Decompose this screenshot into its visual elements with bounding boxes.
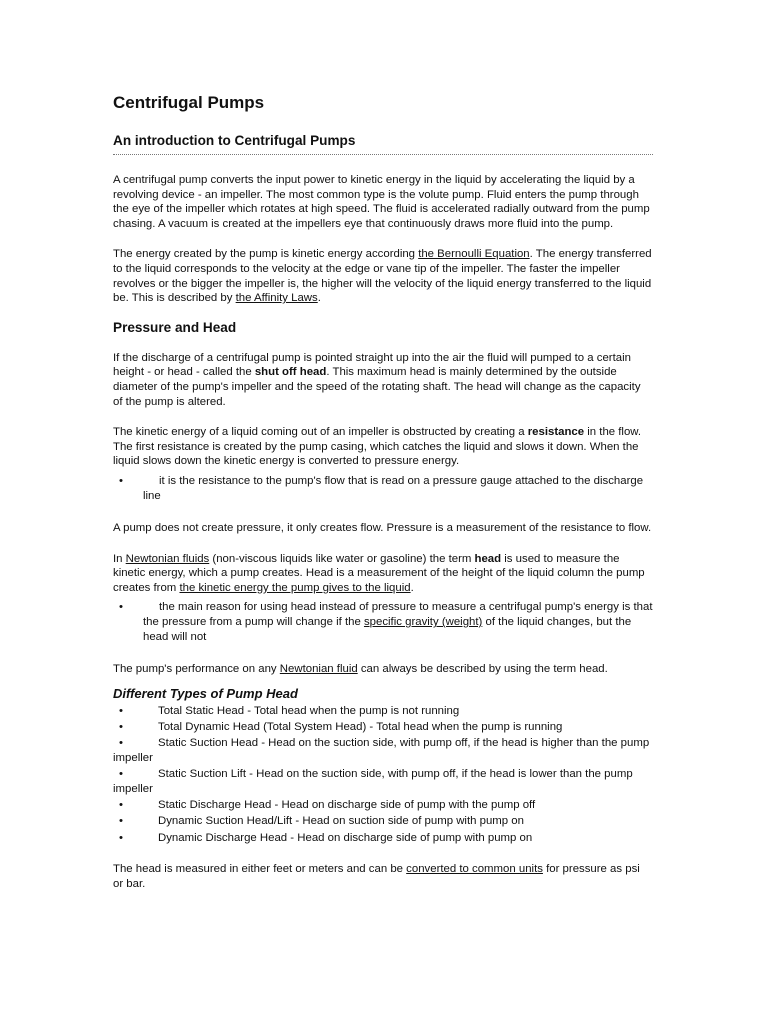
intro-paragraph-2 (113, 247, 653, 305)
link-bernoulli-equation[interactable]: the Bernoulli Equation (418, 248, 530, 261)
text: The kinetic energy of a liquid coming out of an impeller is obstructed by creating a (113, 426, 528, 439)
text: can always be described by using the term head. (357, 663, 608, 676)
section-heading-pump-head-types: Different Types of Pump Head (113, 685, 298, 701)
dotted-divider (113, 154, 653, 155)
link-newtonian-fluid[interactable]: Newtonian fluid (279, 663, 358, 676)
bullet-icon: • (119, 815, 123, 828)
list-item (113, 831, 653, 846)
list-item (113, 814, 653, 829)
pressure-paragraph-4 (113, 552, 653, 596)
list-item (113, 704, 653, 719)
list-item-text: Dynamic Discharge Head - Head on discharge side of pump with pump on (158, 831, 533, 844)
text: The head is measured in either feet or meters and can be (113, 863, 407, 876)
text: The energy created by the pump is kinetic energy according (113, 248, 419, 261)
bold-term: resistance (527, 426, 585, 439)
text: in the flow. The first resistance is created by the pump casing, which catches the liquid and slows it down. When the liquid slows down the kinetic energy is converted to pressure energy. (113, 426, 642, 468)
list-item-text: Static Discharge Head - Head on discharge side of pump with the pump off (158, 799, 536, 812)
list-item (113, 736, 653, 765)
text: The pump's performance on any (113, 663, 280, 676)
text: . The energy transferred to the liquid corresponds to the velocity at the edge or vane tip of the impeller. The faster the impeller revolves or the bigger the impeller is, the higher will the velocity of the liquid energy transferred to the liquid be. This is described by (113, 248, 652, 305)
pressure-paragraph-2 (113, 425, 653, 469)
text: In (113, 552, 126, 565)
text: for pressure as psi or bar. (113, 863, 640, 890)
pressure-paragraph-3: A pump does not create pressure, it only creates flow. Pressure is a measurement of the resistance to flow. (113, 522, 652, 535)
bullet-icon: • (119, 799, 123, 812)
bullet-icon: • (119, 768, 123, 781)
document-content (113, 92, 653, 892)
pressure-paragraph-5 (113, 662, 653, 677)
list-item-text: it is the resistance to the pump's flow that is read on a pressure gauge attached to the discharge line (143, 474, 644, 502)
bold-term: head (474, 552, 502, 565)
list-item (113, 767, 653, 796)
list-item-text: Total Static Head - Total head when the pump is not running (158, 704, 460, 717)
list-item-text: Total Dynamic Head (Total System Head) - Total head when the pump is running (158, 721, 563, 734)
bold-term: shut off head (254, 366, 327, 379)
text: (non-viscous liquids like water or gasoline) the term (209, 552, 475, 565)
bullet-icon: • (119, 601, 123, 614)
section-heading-intro: An introduction to Centrifugal Pumps (113, 133, 356, 148)
text: If the discharge of a centrifugal pump is pointed straight up into the air the fluid will pumped to a certain height - or head - called the (113, 351, 631, 379)
link-affinity-laws[interactable]: the Affinity Laws (235, 292, 318, 305)
intro-paragraph-1: A centrifugal pump converts the input power to kinetic energy in the liquid by accelerating the liquid by a revolving device - an impeller. The most common type is the volute pump. Fluid enters the pump through the eye of the impeller which rotates at high speed. The fluid is accelerated radially outward from the pump chasing. A vacuum is created at the impellers eye that continuously draws more fluid into the pump. (113, 174, 650, 230)
link-newtonian-fluids[interactable]: Newtonian fluids (125, 552, 210, 565)
bullet-icon: • (119, 721, 123, 734)
link-specific-gravity[interactable]: specific gravity (weight) (363, 616, 483, 629)
bullet-list (113, 600, 653, 644)
list-item (113, 474, 653, 503)
text: is used to measure the kinetic energy, which a pump creates. Head is a measurement of the height of the liquid column the pump creates from (113, 552, 645, 594)
list-item-text: the main reason for using head instead of pressure to measure a centrifugal pump's energy is that the pressure from a pump will change if the (143, 601, 653, 629)
list-item-text: Static Suction Head - Head on the suction side, with pump off, if the head is higher than the pump impeller (113, 737, 650, 764)
list-item-text: Static Suction Lift - Head on the suction side, with pump off, if the head is lower than the pump impeller (113, 768, 633, 795)
bullet-icon: • (119, 704, 123, 717)
link-converted-to-common-units[interactable]: converted to common units (406, 863, 543, 876)
pressure-paragraph-1 (113, 351, 653, 409)
page-title: Centrifugal Pumps (113, 93, 265, 112)
list-item (113, 600, 653, 644)
bullet-icon: • (119, 474, 123, 487)
bullet-icon: • (119, 737, 123, 750)
bullet-list (113, 474, 653, 503)
text: . (410, 581, 414, 594)
section-heading-pressure: Pressure and Head (113, 319, 237, 335)
text: . (317, 292, 321, 305)
pump-head-types-list (113, 704, 653, 845)
closing-paragraph (113, 862, 653, 891)
link-kinetic-energy[interactable]: the kinetic energy the pump gives to the liquid (179, 581, 411, 594)
list-item (113, 720, 653, 735)
list-item-text: Dynamic Suction Head/Lift - Head on suction side of pump with pump on (158, 815, 524, 828)
text: . This maximum head is mainly determined by the outside diameter of the pump's impeller and the speed of the rotating shaft. The head will change as the capacity of the pump is altered. (113, 366, 641, 408)
bullet-icon: • (119, 831, 123, 844)
list-item (113, 798, 653, 813)
list-item-text: of the liquid changes, but the head will not (143, 616, 632, 643)
